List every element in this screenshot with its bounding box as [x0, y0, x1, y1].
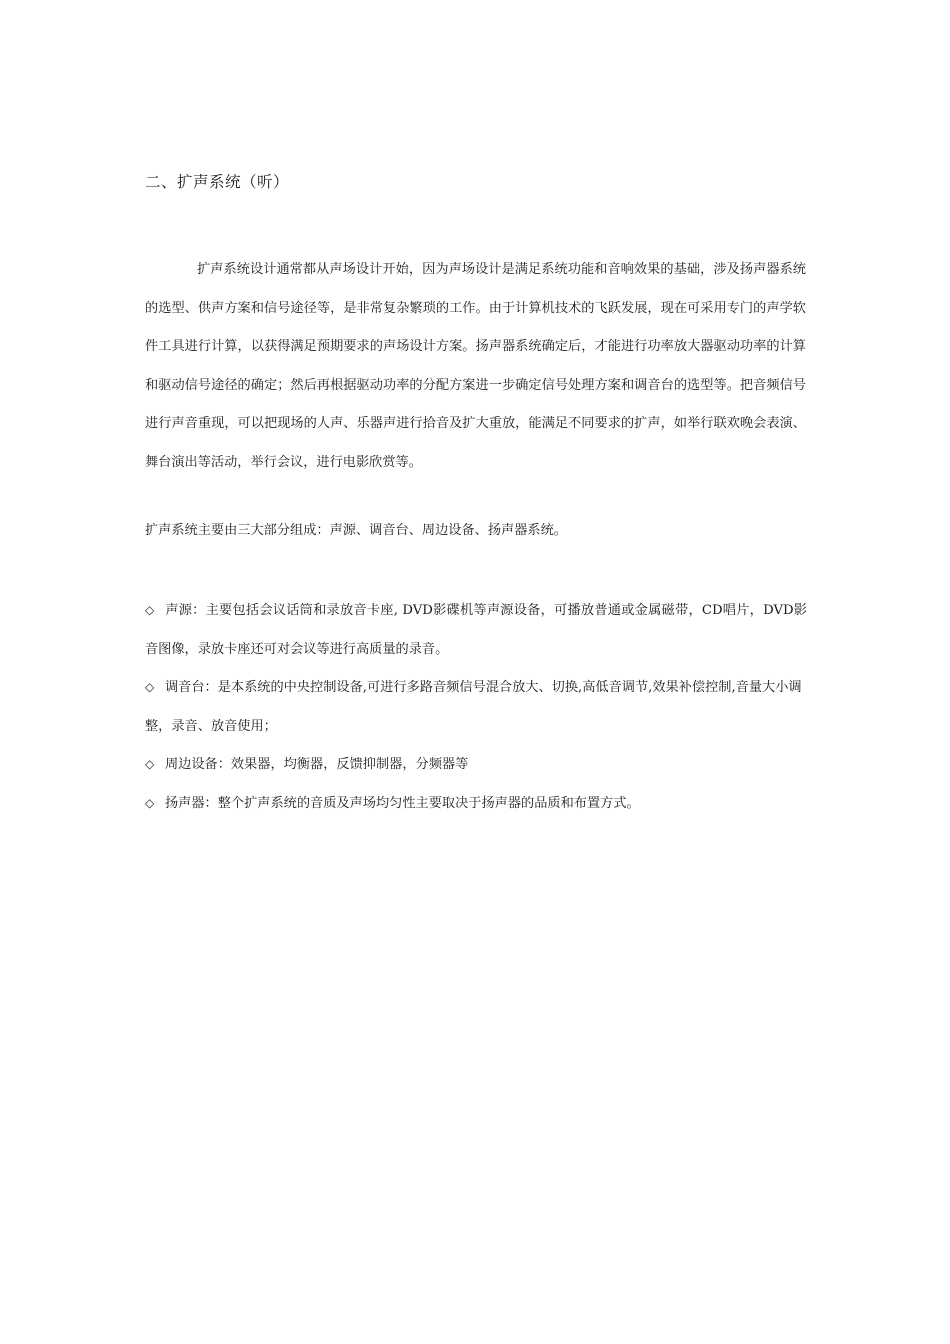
- list-item-mixer: [145, 668, 807, 746]
- diamond-bullet-icon: ◇: [145, 796, 155, 810]
- list-item-text: 声源：主要包括会议话筒和录放音卡座, DVD影碟机等声源设备，可播放普通或金属磁带，CD唱片，DVD影音图像，录放卡座还可对会议等进行高质量的录音。: [145, 603, 807, 657]
- list-item-peripherals: [145, 745, 807, 785]
- diamond-bullet-icon: ◇: [145, 603, 155, 617]
- list-item-text: 扬声器：整个扩声系统的音质及声场均匀性主要取决于扬声器的品质和布置方式。: [165, 796, 640, 811]
- list-item-text: 周边设备：效果器，均衡器，反馈抑制器，分频器等: [165, 757, 469, 772]
- list-item-sound-source: [145, 591, 807, 669]
- diamond-bullet-icon: ◇: [145, 680, 155, 694]
- summary-paragraph: 扩声系统主要由三大部分组成：声源、调音台、周边设备、扬声器系统。: [145, 523, 567, 538]
- list-item-speakers: [145, 784, 807, 824]
- section-heading: 二、扩声系统（听）: [145, 173, 290, 191]
- intro-paragraph: 扩声系统设计通常都从声场设计开始，因为声场设计是满足系统功能和音响效果的基础，涉及扬声器系统的选型、供声方案和信号途径等，是非常复杂繁琐的工作。由于计算机技术的飞跃发展，现在可采用专门的声学软件工具进行计算，以获得满足预期要求的声场设计方案。扬声器系统确定后，才能进行功率放大器驱动功率的计算和驱动信号途径的确定；然后再根据驱动功率的分配方案进一步确定信号处理方案和调音台的选型等。把音频信号进行声音重现，可以把现场的人声、乐器声进行拾音及扩大重放，能满足不同要求的扩声，如举行联欢晚会表演、舞台演出等活动，举行会议，进行电影欣赏等。: [145, 262, 806, 470]
- list-item-text: 调音台：是本系统的中央控制设备,可进行多路音频信号混合放大、切换,高低音调节,效果补偿控制,音量大小调整，录音、放音使用；: [145, 680, 802, 734]
- diamond-bullet-icon: ◇: [145, 757, 155, 771]
